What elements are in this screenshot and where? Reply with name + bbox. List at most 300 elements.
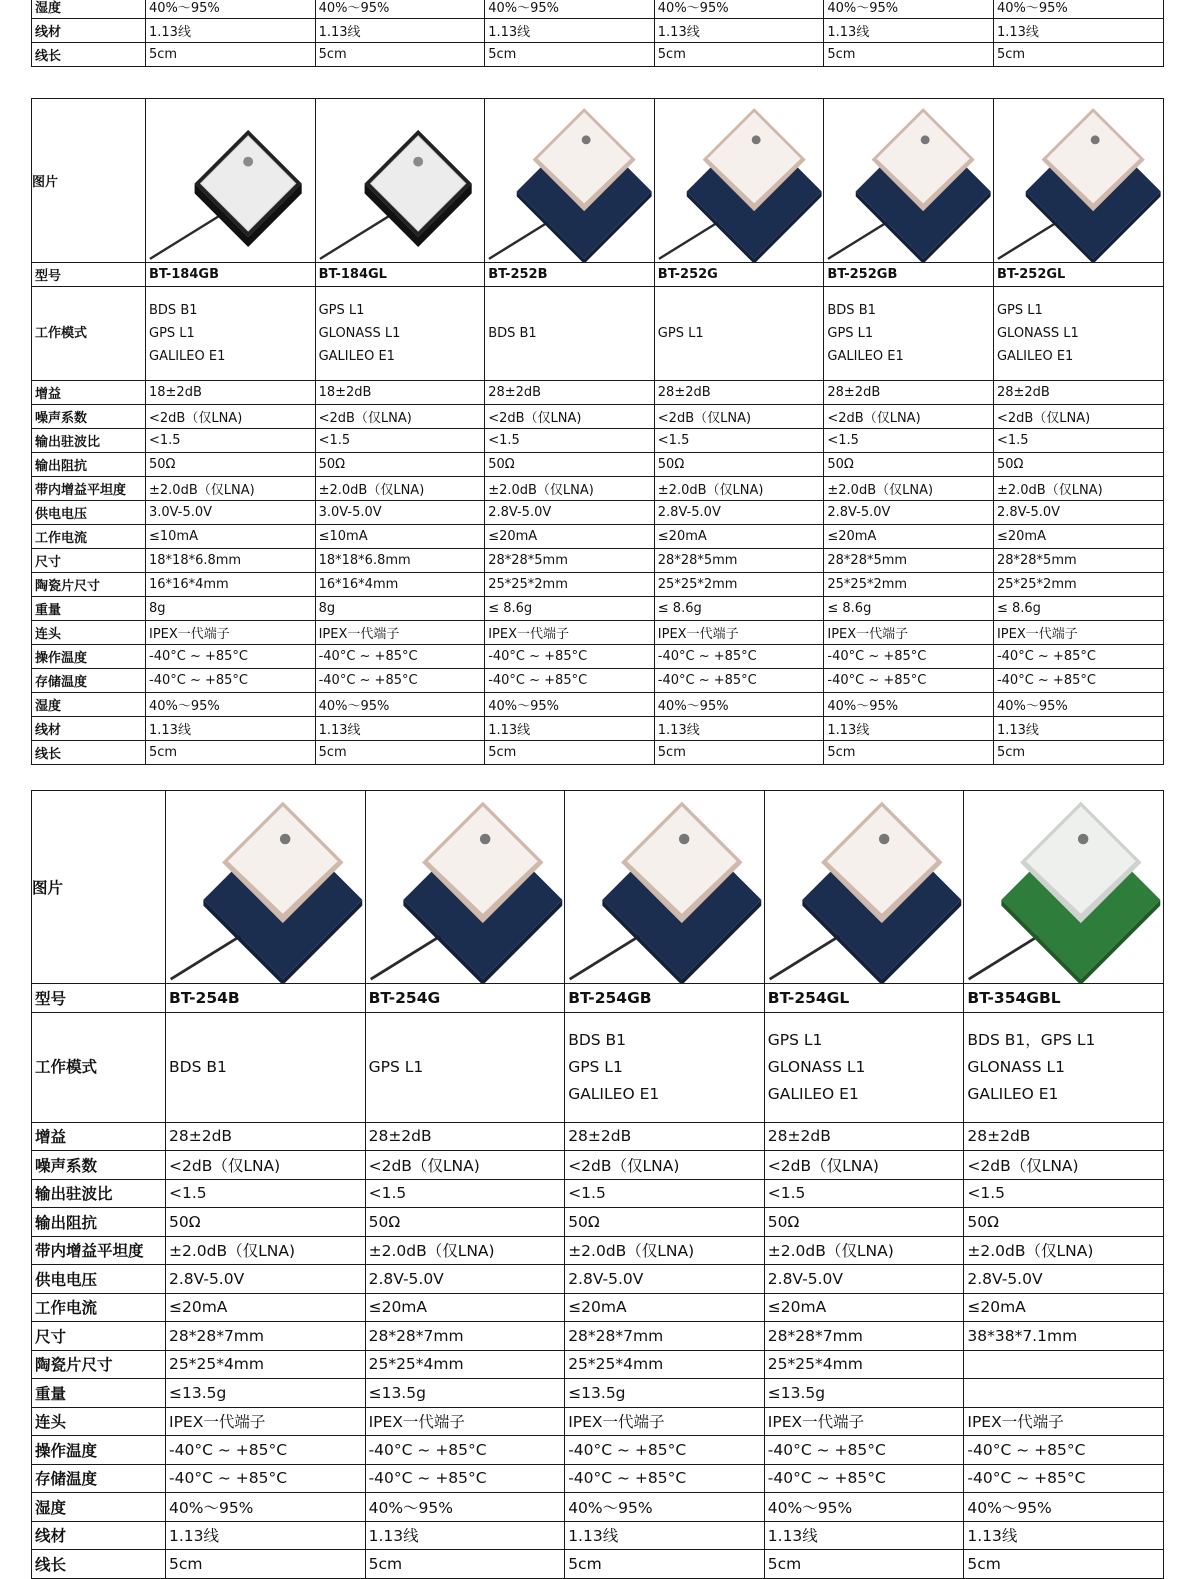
spec-value-cell: 8g bbox=[315, 597, 485, 621]
work-mode-line: GPS L1 bbox=[568, 1057, 623, 1076]
spec-value-cell: 28±2dB bbox=[485, 381, 655, 405]
spec-value-cell: 40%～95% bbox=[146, 0, 316, 19]
spec-value-cell: ≤20mA bbox=[485, 525, 655, 549]
spec-row bbox=[32, 573, 1164, 597]
row-label: 连头 bbox=[32, 1407, 166, 1436]
work-mode-cell bbox=[315, 287, 485, 381]
spec-value-cell: 25*25*2mm bbox=[654, 573, 824, 597]
spec-value-cell: 5cm bbox=[993, 43, 1163, 67]
spec-value-cell: <1.5 bbox=[964, 1179, 1164, 1208]
spec-value-cell: -40°C ~ +85°C bbox=[824, 645, 994, 669]
work-mode-row bbox=[32, 287, 1164, 381]
spec-value-cell: 28±2dB bbox=[993, 381, 1163, 405]
spec-value-cell: 5cm bbox=[993, 741, 1163, 765]
spec-value-cell: ≤20mA bbox=[824, 525, 994, 549]
spec-value-cell: 1.13线 bbox=[166, 1521, 366, 1550]
spec-value-cell: 40%～95% bbox=[166, 1493, 366, 1522]
work-mode-line: GLONASS L1 bbox=[767, 1057, 866, 1076]
spec-row bbox=[32, 597, 1164, 621]
product-image-cell bbox=[365, 791, 565, 984]
spec-value-cell: 50Ω bbox=[315, 453, 485, 477]
spec-value-cell: 28*28*5mm bbox=[824, 549, 994, 573]
spec-row bbox=[32, 525, 1164, 549]
work-mode-line: BDS B1 bbox=[568, 1030, 627, 1049]
row-label: 输出驻波比 bbox=[32, 429, 146, 453]
row-label: 尺寸 bbox=[32, 1322, 166, 1351]
spec-value-cell: 40%～95% bbox=[315, 693, 485, 717]
spec-value-cell: -40°C ~ +85°C bbox=[146, 669, 316, 693]
spec-value-cell: ±2.0dB（仅LNA) bbox=[166, 1236, 366, 1265]
spec-value-cell: 1.13线 bbox=[654, 717, 824, 741]
row-label: 存储温度 bbox=[32, 669, 146, 693]
work-mode-cell bbox=[654, 287, 824, 381]
spec-value-cell: ≤13.5g bbox=[764, 1379, 964, 1408]
work-mode-line: GPS L1 bbox=[996, 303, 1043, 318]
spec-value-cell: 40%～95% bbox=[993, 0, 1163, 19]
spec-value-cell: <1.5 bbox=[146, 429, 316, 453]
spec-row bbox=[32, 19, 1164, 43]
spec-value-cell: <2dB（仅LNA) bbox=[485, 405, 655, 429]
spec-value-cell: -40°C ~ +85°C bbox=[993, 645, 1163, 669]
spec-value-cell: IPEX一代端子 bbox=[365, 1407, 565, 1436]
spec-value-cell: 50Ω bbox=[146, 453, 316, 477]
spec-row bbox=[32, 1265, 1164, 1294]
spec-value-cell: ≤10mA bbox=[315, 525, 485, 549]
image-row bbox=[32, 99, 1164, 263]
spec-value-cell: -40°C ~ +85°C bbox=[365, 1464, 565, 1493]
row-label: 线材 bbox=[32, 19, 146, 43]
antenna-photo bbox=[765, 792, 964, 983]
spec-value-cell: 40%～95% bbox=[654, 693, 824, 717]
spec-value-cell: IPEX一代端子 bbox=[964, 1407, 1164, 1436]
spec-row bbox=[32, 1436, 1164, 1465]
work-mode-cell bbox=[365, 1012, 565, 1122]
spec-value-cell: 5cm bbox=[365, 1550, 565, 1579]
spec-value-cell: 2.8V-5.0V bbox=[654, 501, 824, 525]
product-image-cell bbox=[964, 791, 1164, 984]
spec-row bbox=[32, 453, 1164, 477]
work-mode-line: GPS L1 bbox=[318, 303, 365, 318]
spec-value-cell: IPEX一代端子 bbox=[565, 1407, 765, 1436]
spec-value-cell: 25*25*4mm bbox=[764, 1350, 964, 1379]
spec-row bbox=[32, 1179, 1164, 1208]
spec-value-cell: 5cm bbox=[315, 741, 485, 765]
spec-value-cell: -40°C ~ +85°C bbox=[764, 1436, 964, 1465]
model-cell: BT-354GBL bbox=[964, 984, 1164, 1013]
row-label: 工作模式 bbox=[32, 287, 146, 381]
spec-value-cell: <1.5 bbox=[764, 1179, 964, 1208]
spec-value-cell: IPEX一代端子 bbox=[993, 621, 1163, 645]
spec-row bbox=[32, 381, 1164, 405]
spec-value-cell: 28±2dB bbox=[764, 1122, 964, 1151]
spec-value-cell: ≤ 8.6g bbox=[824, 597, 994, 621]
spec-value-cell bbox=[964, 1379, 1164, 1408]
spec-row bbox=[32, 1293, 1164, 1322]
spec-value-cell: 2.8V-5.0V bbox=[365, 1265, 565, 1294]
spec-value-cell: ±2.0dB（仅LNA) bbox=[824, 477, 994, 501]
spec-value-cell: 2.8V-5.0V bbox=[993, 501, 1163, 525]
spec-value-cell: 25*25*4mm bbox=[166, 1350, 366, 1379]
work-mode-line: GPS L1 bbox=[827, 326, 874, 341]
spec-value-cell: ±2.0dB（仅LNA) bbox=[654, 477, 824, 501]
product-image-cell bbox=[565, 791, 765, 984]
spec-value-cell: -40°C ~ +85°C bbox=[654, 669, 824, 693]
row-label: 线长 bbox=[32, 741, 146, 765]
spec-value-cell: IPEX一代端子 bbox=[485, 621, 655, 645]
spec-value-cell: 1.13线 bbox=[315, 717, 485, 741]
spec-value-cell: <2dB（仅LNA) bbox=[315, 405, 485, 429]
spec-value-cell: -40°C ~ +85°C bbox=[315, 669, 485, 693]
spec-row bbox=[32, 621, 1164, 645]
spec-value-cell: 38*38*7.1mm bbox=[964, 1322, 1164, 1351]
spec-value-cell: -40°C ~ +85°C bbox=[993, 669, 1163, 693]
antenna-photo bbox=[366, 792, 565, 983]
spec-value-cell: 40%～95% bbox=[654, 0, 824, 19]
spec-value-cell: 16*16*4mm bbox=[146, 573, 316, 597]
work-mode-line: GALILEO E1 bbox=[318, 349, 395, 364]
spec-value-cell: 1.13线 bbox=[315, 19, 485, 43]
work-mode-cell bbox=[964, 1012, 1164, 1122]
spec-value-cell: ≤20mA bbox=[993, 525, 1163, 549]
spec-value-cell: 40%～95% bbox=[824, 693, 994, 717]
spec-value-cell: 28*28*7mm bbox=[166, 1322, 366, 1351]
model-cell: BT-254GB bbox=[565, 984, 765, 1013]
spec-value-cell: 2.8V-5.0V bbox=[565, 1265, 765, 1294]
spec-value-cell: -40°C ~ +85°C bbox=[764, 1464, 964, 1493]
row-label: 增益 bbox=[32, 1122, 166, 1151]
spec-value-cell: -40°C ~ +85°C bbox=[166, 1436, 366, 1465]
spec-value-cell: 50Ω bbox=[166, 1208, 366, 1237]
spec-value-cell: 40%～95% bbox=[993, 693, 1163, 717]
work-mode-cell bbox=[485, 287, 655, 381]
spec-value-cell: ±2.0dB（仅LNA) bbox=[146, 477, 316, 501]
spec-value-cell: -40°C ~ +85°C bbox=[654, 645, 824, 669]
model-cell: BT-252G bbox=[654, 263, 824, 287]
spec-value-cell: <1.5 bbox=[654, 429, 824, 453]
spec-value-cell: <2dB（仅LNA) bbox=[166, 1151, 366, 1180]
antenna-photo bbox=[565, 792, 764, 983]
row-label: 尺寸 bbox=[32, 549, 146, 573]
row-label: 输出驻波比 bbox=[32, 1179, 166, 1208]
spec-value-cell: -40°C ~ +85°C bbox=[365, 1436, 565, 1465]
spec-row bbox=[32, 1322, 1164, 1351]
spec-row bbox=[32, 693, 1164, 717]
spec-value-cell: 50Ω bbox=[485, 453, 655, 477]
spec-value-cell: IPEX一代端子 bbox=[315, 621, 485, 645]
work-mode-line: BDS B1 bbox=[827, 303, 876, 318]
spec-value-cell: 50Ω bbox=[764, 1208, 964, 1237]
spec-value-cell: 40%～95% bbox=[485, 0, 655, 19]
row-label: 工作电流 bbox=[32, 525, 146, 549]
row-label: 操作温度 bbox=[32, 1436, 166, 1465]
spec-value-cell: ≤ 8.6g bbox=[654, 597, 824, 621]
antenna-photo bbox=[964, 792, 1163, 983]
spec-value-cell: 25*25*2mm bbox=[993, 573, 1163, 597]
work-mode-cell bbox=[824, 287, 994, 381]
spec-row bbox=[32, 405, 1164, 429]
work-mode-line: GPS L1 bbox=[767, 1030, 823, 1049]
spec-value-cell: ±2.0dB（仅LNA) bbox=[365, 1236, 565, 1265]
spec-value-cell: 28*28*5mm bbox=[485, 549, 655, 573]
spec-value-cell: 28±2dB bbox=[166, 1122, 366, 1151]
spec-value-cell: ≤13.5g bbox=[365, 1379, 565, 1408]
antenna-photo bbox=[824, 100, 993, 262]
row-label: 带内增益平坦度 bbox=[32, 477, 146, 501]
spec-value-cell: ≤ 8.6g bbox=[993, 597, 1163, 621]
spec-row bbox=[32, 1151, 1164, 1180]
row-label: 存储温度 bbox=[32, 1464, 166, 1493]
spec-row bbox=[32, 1407, 1164, 1436]
spec-table-bt-254-354 bbox=[31, 790, 1164, 1579]
spec-value-cell: ±2.0dB（仅LNA) bbox=[993, 477, 1163, 501]
spec-value-cell: 50Ω bbox=[654, 453, 824, 477]
work-mode-line: GALILEO E1 bbox=[827, 349, 904, 364]
spec-value-cell: 50Ω bbox=[964, 1208, 1164, 1237]
row-label: 图片 bbox=[32, 99, 146, 263]
work-mode-line: BDS B1，GPS L1 bbox=[967, 1030, 1096, 1049]
row-label: 供电电压 bbox=[32, 501, 146, 525]
spec-value-cell: 5cm bbox=[315, 43, 485, 67]
spec-value-cell: 28*28*7mm bbox=[565, 1322, 765, 1351]
spec-value-cell: ≤20mA bbox=[166, 1293, 366, 1322]
spec-value-cell: -40°C ~ +85°C bbox=[146, 645, 316, 669]
model-cell: BT-252GL bbox=[993, 263, 1163, 287]
row-label: 陶瓷片尺寸 bbox=[32, 1350, 166, 1379]
spec-value-cell: 28±2dB bbox=[654, 381, 824, 405]
work-mode-cell bbox=[993, 287, 1163, 381]
spec-value-cell: 5cm bbox=[654, 741, 824, 765]
model-cell: BT-254B bbox=[166, 984, 366, 1013]
spec-value-cell: <2dB（仅LNA) bbox=[146, 405, 316, 429]
spec-value-cell: 28*28*5mm bbox=[654, 549, 824, 573]
spec-value-cell: 2.8V-5.0V bbox=[964, 1265, 1164, 1294]
spec-value-cell: ≤20mA bbox=[654, 525, 824, 549]
work-mode-line: GLONASS L1 bbox=[967, 1057, 1065, 1076]
spec-value-cell: ±2.0dB（仅LNA) bbox=[485, 477, 655, 501]
antenna-photo bbox=[994, 100, 1163, 262]
spec-value-cell: IPEX一代端子 bbox=[824, 621, 994, 645]
work-mode-cell bbox=[166, 1012, 366, 1122]
spec-rows bbox=[32, 791, 1164, 1579]
spec-value-cell: IPEX一代端子 bbox=[146, 621, 316, 645]
row-label: 线材 bbox=[32, 717, 146, 741]
spec-value-cell: -40°C ~ +85°C bbox=[166, 1464, 366, 1493]
spec-value-cell: 40%～95% bbox=[964, 1493, 1164, 1522]
spec-value-cell: 28*28*7mm bbox=[764, 1322, 964, 1351]
spec-value-cell: <2dB（仅LNA) bbox=[365, 1151, 565, 1180]
spec-value-cell: <2dB（仅LNA) bbox=[565, 1151, 765, 1180]
work-mode-line: GALILEO E1 bbox=[149, 349, 226, 364]
spec-value-cell: 40%～95% bbox=[824, 0, 994, 19]
model-cell: BT-254GL bbox=[764, 984, 964, 1013]
spec-value-cell: 3.0V-5.0V bbox=[315, 501, 485, 525]
work-mode-line: GPS L1 bbox=[149, 326, 195, 341]
work-mode-line: GALILEO E1 bbox=[568, 1084, 660, 1103]
spec-value-cell: 28±2dB bbox=[365, 1122, 565, 1151]
spec-value-cell: -40°C ~ +85°C bbox=[315, 645, 485, 669]
product-image-cell bbox=[146, 99, 316, 263]
row-label: 操作温度 bbox=[32, 645, 146, 669]
work-mode-line: BDS B1 bbox=[149, 303, 198, 318]
work-mode-line: GLONASS L1 bbox=[996, 326, 1079, 341]
row-label: 线长 bbox=[32, 1550, 166, 1579]
spec-row bbox=[32, 645, 1164, 669]
spec-value-cell: <1.5 bbox=[166, 1179, 366, 1208]
spec-table-bt-184-252 bbox=[31, 98, 1164, 765]
spec-row bbox=[32, 741, 1164, 765]
spec-value-cell: <2dB（仅LNA) bbox=[654, 405, 824, 429]
model-row bbox=[32, 984, 1164, 1013]
spec-value-cell: <2dB（仅LNA) bbox=[964, 1151, 1164, 1180]
model-row bbox=[32, 263, 1164, 287]
spec-value-cell: 5cm bbox=[824, 741, 994, 765]
work-mode-row bbox=[32, 1012, 1164, 1122]
spec-value-cell: 1.13线 bbox=[654, 19, 824, 43]
row-label: 湿度 bbox=[32, 1493, 166, 1522]
spec-value-cell: 5cm bbox=[166, 1550, 366, 1579]
spec-value-cell: ≤13.5g bbox=[565, 1379, 765, 1408]
spec-row bbox=[32, 1236, 1164, 1265]
model-cell: BT-252B bbox=[485, 263, 655, 287]
work-mode-line: BDS B1 bbox=[169, 1057, 227, 1076]
spec-value-cell: 25*25*4mm bbox=[565, 1350, 765, 1379]
row-label: 供电电压 bbox=[32, 1265, 166, 1294]
spec-value-cell: 28*28*5mm bbox=[993, 549, 1163, 573]
row-label: 工作模式 bbox=[32, 1012, 166, 1122]
row-label: 噪声系数 bbox=[32, 405, 146, 429]
spec-value-cell: 5cm bbox=[485, 741, 655, 765]
work-mode-line: GPS L1 bbox=[368, 1057, 424, 1076]
antenna-photo bbox=[166, 792, 365, 983]
spec-value-cell: <1.5 bbox=[365, 1179, 565, 1208]
spec-value-cell: 1.13线 bbox=[146, 717, 316, 741]
spec-value-cell: 1.13线 bbox=[565, 1521, 765, 1550]
spec-value-cell: 50Ω bbox=[565, 1208, 765, 1237]
spec-row bbox=[32, 1379, 1164, 1408]
work-mode-line: GALILEO E1 bbox=[996, 349, 1074, 364]
work-mode-line: GPS L1 bbox=[657, 326, 704, 341]
spec-value-cell: 5cm bbox=[654, 43, 824, 67]
antenna-photo bbox=[655, 100, 824, 262]
spec-row bbox=[32, 0, 1164, 19]
spec-value-cell: -40°C ~ +85°C bbox=[824, 669, 994, 693]
spec-value-cell: <1.5 bbox=[485, 429, 655, 453]
spec-rows bbox=[32, 99, 1164, 765]
model-cell: BT-184GL bbox=[315, 263, 485, 287]
spec-value-cell: 1.13线 bbox=[964, 1521, 1164, 1550]
spec-value-cell bbox=[964, 1350, 1164, 1379]
spec-row bbox=[32, 1521, 1164, 1550]
spec-value-cell: <2dB（仅LNA) bbox=[764, 1151, 964, 1180]
product-image-cell bbox=[654, 99, 824, 263]
work-mode-cell bbox=[565, 1012, 765, 1122]
spec-value-cell: 40%～95% bbox=[146, 693, 316, 717]
spec-value-cell: 50Ω bbox=[824, 453, 994, 477]
spec-value-cell: ≤13.5g bbox=[166, 1379, 366, 1408]
spec-value-cell: -40°C ~ +85°C bbox=[485, 669, 655, 693]
spec-value-cell: 5cm bbox=[565, 1550, 765, 1579]
row-label: 增益 bbox=[32, 381, 146, 405]
spec-value-cell: <2dB（仅LNA) bbox=[993, 405, 1163, 429]
spec-value-cell: 40%～95% bbox=[485, 693, 655, 717]
spec-value-cell: -40°C ~ +85°C bbox=[964, 1464, 1164, 1493]
spec-row bbox=[32, 429, 1164, 453]
row-label: 工作电流 bbox=[32, 1293, 166, 1322]
spec-value-cell: 25*25*2mm bbox=[824, 573, 994, 597]
spec-value-cell: ≤20mA bbox=[964, 1293, 1164, 1322]
spec-value-cell: 2.8V-5.0V bbox=[166, 1265, 366, 1294]
antenna-photo bbox=[316, 100, 485, 262]
spec-rows bbox=[32, 0, 1164, 67]
spec-value-cell: <1.5 bbox=[315, 429, 485, 453]
spec-value-cell: 5cm bbox=[146, 741, 316, 765]
product-image-cell bbox=[824, 99, 994, 263]
spec-value-cell: 5cm bbox=[146, 43, 316, 67]
spec-value-cell: 5cm bbox=[485, 43, 655, 67]
row-label: 图片 bbox=[32, 791, 166, 984]
spec-value-cell: IPEX一代端子 bbox=[654, 621, 824, 645]
spec-value-cell: 16*16*4mm bbox=[315, 573, 485, 597]
spec-value-cell: 28*28*7mm bbox=[365, 1322, 565, 1351]
product-image-cell bbox=[993, 99, 1163, 263]
spec-value-cell: 28±2dB bbox=[964, 1122, 1164, 1151]
row-label: 带内增益平坦度 bbox=[32, 1236, 166, 1265]
spec-value-cell: 25*25*4mm bbox=[365, 1350, 565, 1379]
image-row bbox=[32, 791, 1164, 984]
model-cell: BT-252GB bbox=[824, 263, 994, 287]
spec-row bbox=[32, 549, 1164, 573]
model-cell: BT-254G bbox=[365, 984, 565, 1013]
spec-row bbox=[32, 1350, 1164, 1379]
spec-value-cell: 2.8V-5.0V bbox=[764, 1265, 964, 1294]
spec-row bbox=[32, 1208, 1164, 1237]
spec-table-top-fragment bbox=[31, 0, 1164, 67]
spec-value-cell: 1.13线 bbox=[993, 19, 1163, 43]
work-mode-cell bbox=[146, 287, 316, 381]
spec-value-cell: 40%～95% bbox=[365, 1493, 565, 1522]
spec-value-cell: 5cm bbox=[764, 1550, 964, 1579]
spec-value-cell: 1.13线 bbox=[365, 1521, 565, 1550]
spec-value-cell: 18±2dB bbox=[315, 381, 485, 405]
spec-row bbox=[32, 717, 1164, 741]
spec-value-cell: ±2.0dB（仅LNA) bbox=[565, 1236, 765, 1265]
spec-value-cell: 1.13线 bbox=[485, 717, 655, 741]
spec-value-cell: 1.13线 bbox=[824, 717, 994, 741]
antenna-photo bbox=[146, 100, 315, 262]
spec-row bbox=[32, 1464, 1164, 1493]
spec-value-cell: ≤20mA bbox=[565, 1293, 765, 1322]
spec-value-cell: ±2.0dB（仅LNA) bbox=[764, 1236, 964, 1265]
spec-row bbox=[32, 1122, 1164, 1151]
spec-value-cell: 2.8V-5.0V bbox=[824, 501, 994, 525]
spec-value-cell: 18±2dB bbox=[146, 381, 316, 405]
work-mode-cell bbox=[764, 1012, 964, 1122]
spec-value-cell: -40°C ~ +85°C bbox=[485, 645, 655, 669]
antenna-photo bbox=[485, 100, 654, 262]
spec-value-cell: 5cm bbox=[824, 43, 994, 67]
product-image-cell bbox=[166, 791, 366, 984]
spec-row bbox=[32, 1550, 1164, 1579]
spec-value-cell: -40°C ~ +85°C bbox=[565, 1464, 765, 1493]
product-image-cell bbox=[764, 791, 964, 984]
spec-value-cell: 8g bbox=[146, 597, 316, 621]
product-image-cell bbox=[485, 99, 655, 263]
spec-value-cell: <2dB（仅LNA) bbox=[824, 405, 994, 429]
spec-value-cell: ±2.0dB（仅LNA) bbox=[315, 477, 485, 501]
spec-value-cell: 18*18*6.8mm bbox=[315, 549, 485, 573]
spec-value-cell: <1.5 bbox=[993, 429, 1163, 453]
spec-value-cell: 50Ω bbox=[993, 453, 1163, 477]
